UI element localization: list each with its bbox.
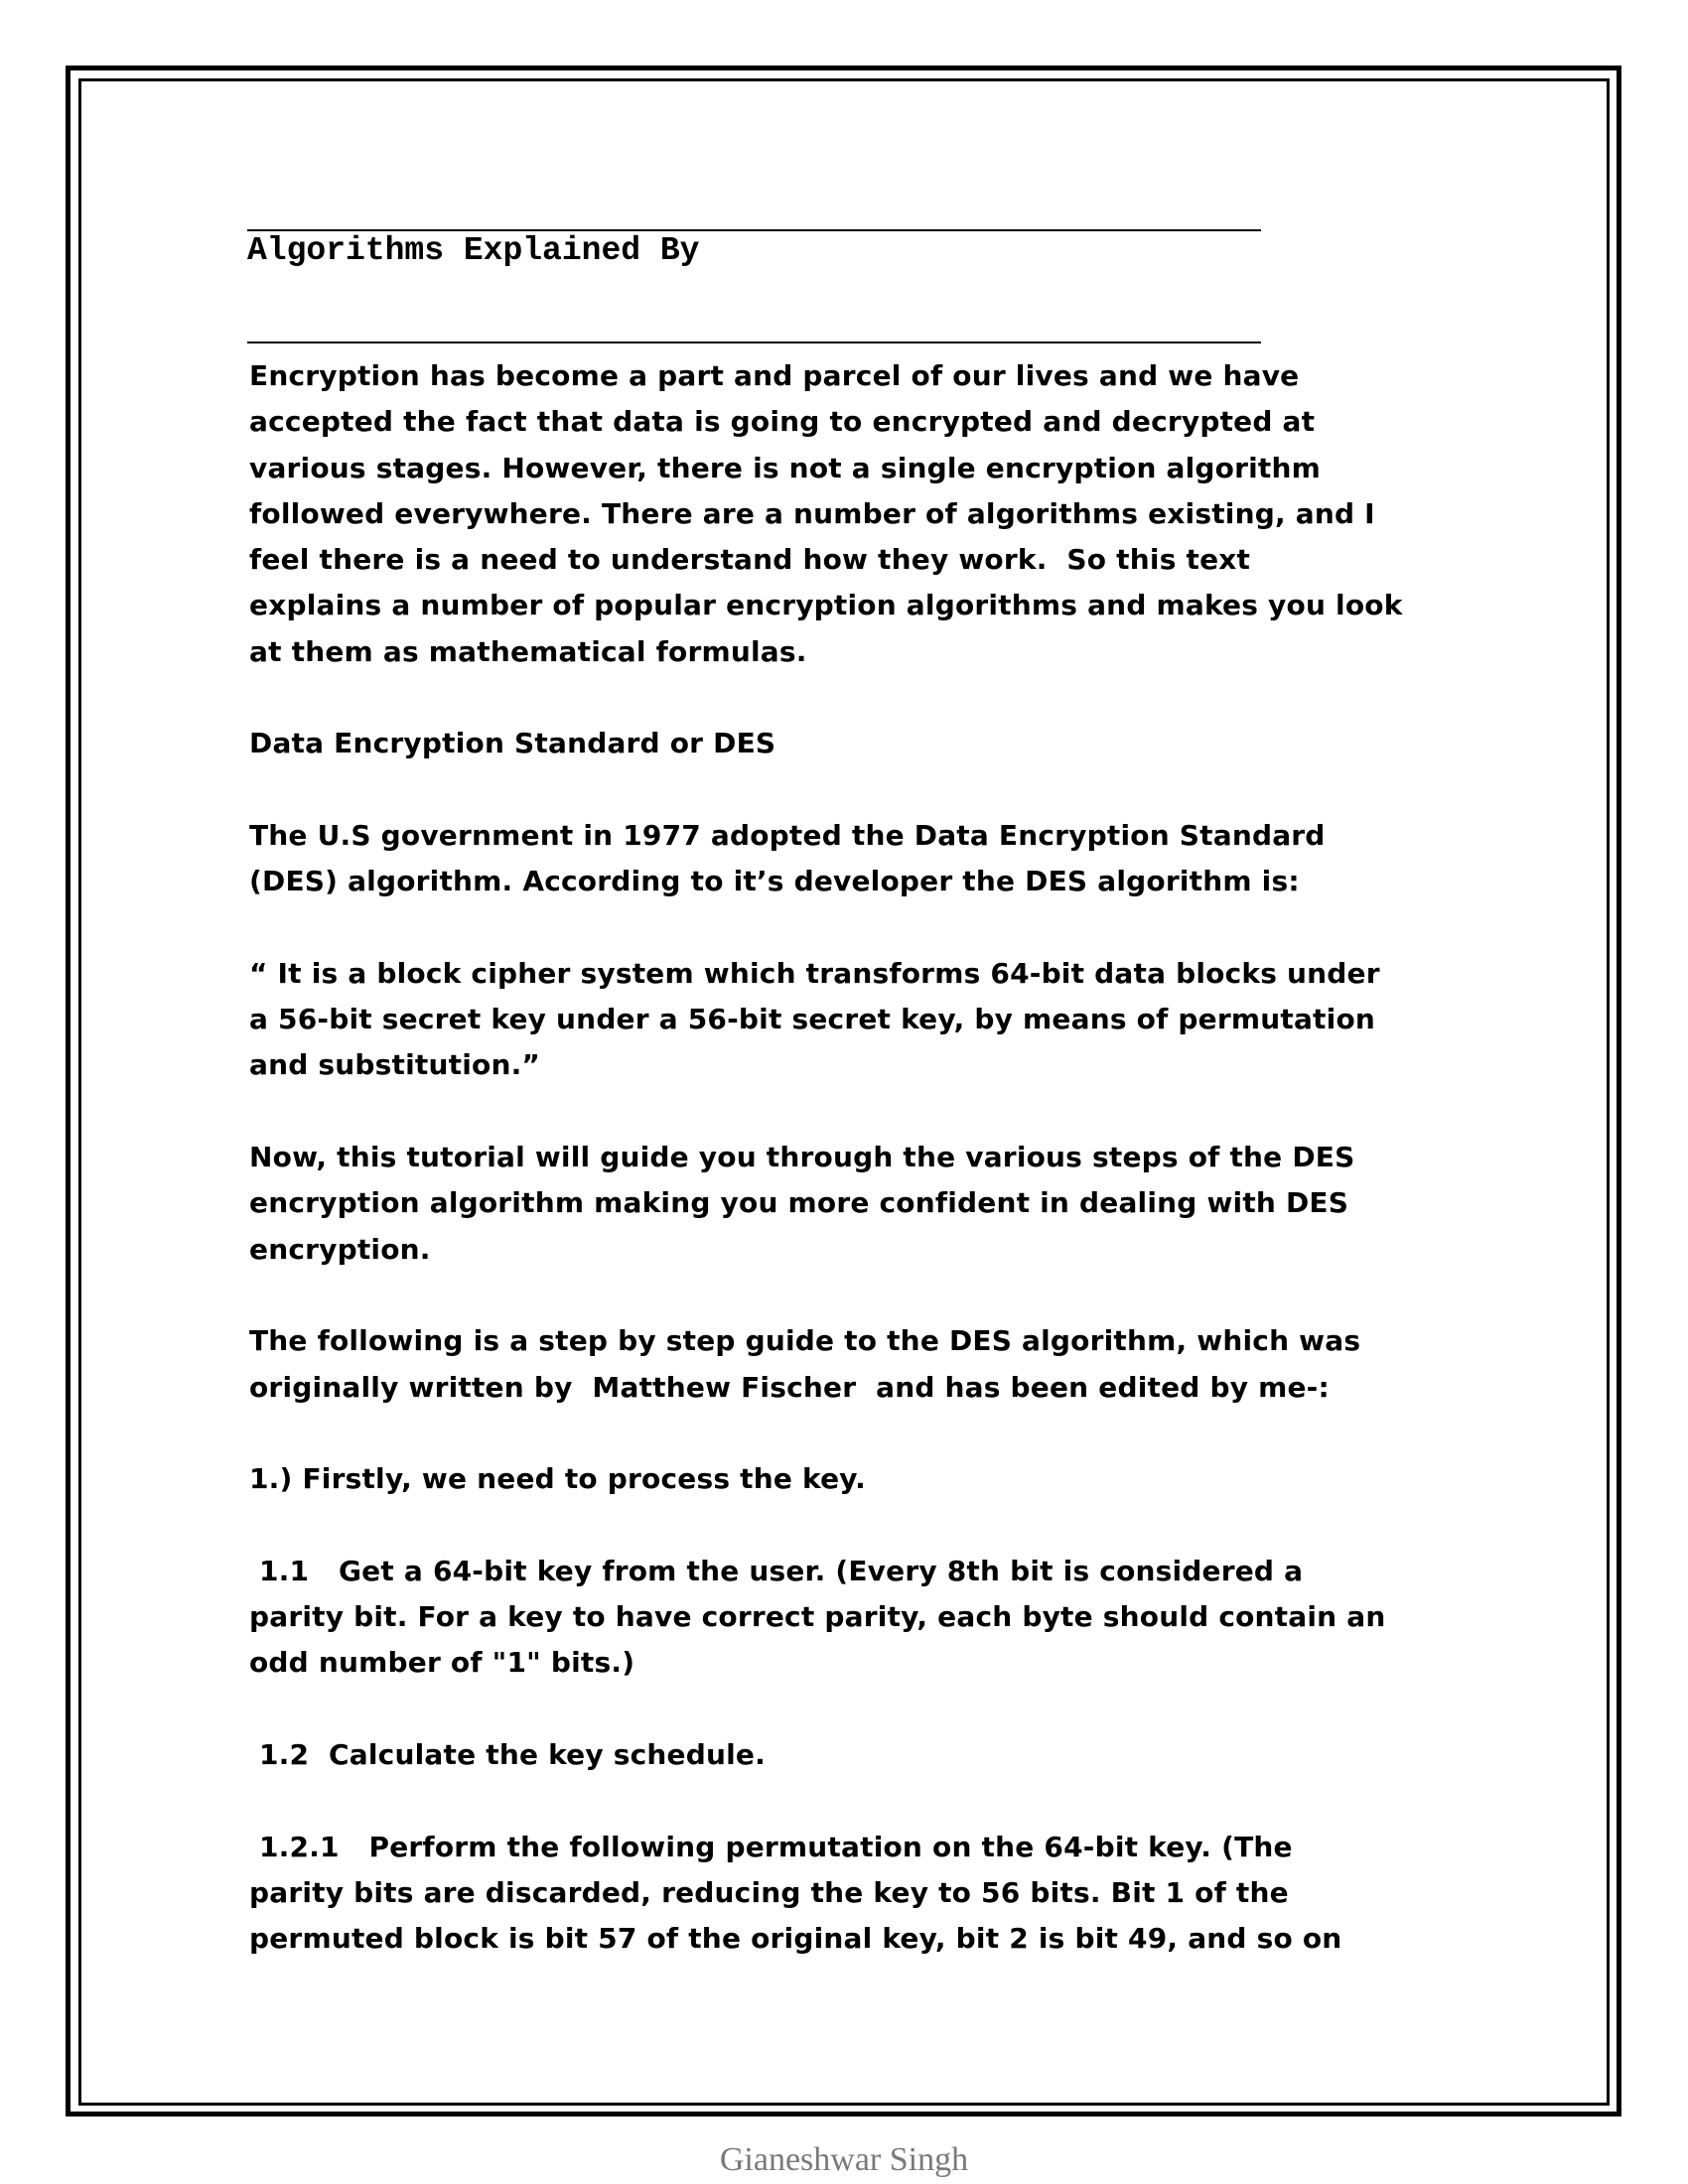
paragraph-tutorial-intro <box>249 1135 1500 1273</box>
text-line: at them as mathematical formulas. <box>249 634 807 668</box>
text-line: permuted block is bit 57 of the original key, bit 2 is bit 49, and so on <box>249 1922 1342 1956</box>
text-line: The following is a step by step guide to the DES algorithm, which was <box>249 1324 1361 1358</box>
text-line: parity bits are discarded, reducing the key to 56 bits. Bit 1 of the <box>249 1875 1289 1909</box>
text-line: The U.S government in 1977 adopted the Data Encryption Standard <box>249 818 1326 852</box>
document-body <box>249 353 1500 2008</box>
step-1-2 <box>249 1732 1500 1778</box>
text-line: Encryption has become a part and parcel of our lives and we have <box>249 359 1300 392</box>
text-line: encryption. <box>249 1232 431 1266</box>
text-line: encryption algorithm making you more confident in dealing with DES <box>249 1186 1349 1220</box>
text-line: a 56-bit secret key under a 56-bit secret key, by means of permutation <box>249 1003 1376 1036</box>
text-line: 1.1 Get a 64-bit key from the user. (Every 8th bit is considered a <box>249 1554 1304 1587</box>
text-line: followed everywhere. There are a number of algorithms existing, and I <box>249 496 1375 530</box>
text-line: 1.2.1 Perform the following permutation on the 64-bit key. (The <box>249 1830 1293 1863</box>
step-1-1 <box>249 1549 1500 1687</box>
text-line: 1.) Firstly, we need to process the key. <box>249 1462 866 1496</box>
text-line: odd number of "1" bits.) <box>249 1646 635 1680</box>
section-title: Data Encryption Standard or DES <box>249 727 776 760</box>
paragraph-des-history <box>249 813 1500 905</box>
step-1 <box>249 1456 1500 1502</box>
section-heading-des <box>249 721 1500 766</box>
page-footer-author: Gianeshwar Singh <box>719 2141 969 2178</box>
text-line: parity bit. For a key to have correct parity, each byte should contain an <box>249 1600 1386 1634</box>
text-line: Now, this tutorial will guide you through the various steps of the DES <box>249 1141 1355 1174</box>
text-line: feel there is a need to understand how they work. So this text <box>249 543 1251 577</box>
text-line: “ It is a block cipher system which transforms 64-bit data blocks under <box>249 956 1380 990</box>
document-heading: Algorithms Explained By <box>247 232 700 269</box>
paragraph-intro <box>249 353 1500 675</box>
paragraph-des-quote <box>249 951 1500 1089</box>
text-line: explains a number of popular encryption algorithms and makes you look <box>249 589 1403 622</box>
text-line: (DES) algorithm. According to it’s developer the DES algorithm is: <box>249 865 1300 898</box>
text-line: various stages. However, there is not a single encryption algorithm <box>249 451 1321 484</box>
step-1-2-1 <box>249 1825 1500 1963</box>
heading-rule-top <box>247 229 1261 231</box>
text-line: 1.2 Calculate the key schedule. <box>249 1737 766 1771</box>
text-line: accepted the fact that data is going to encrypted and decrypted at <box>249 405 1316 439</box>
text-line: and substitution.” <box>249 1048 541 1082</box>
heading-rule-bottom <box>247 341 1261 343</box>
text-line: originally written by Matthew Fischer and has been edited by me-: <box>249 1370 1330 1404</box>
paragraph-attribution <box>249 1318 1500 1411</box>
